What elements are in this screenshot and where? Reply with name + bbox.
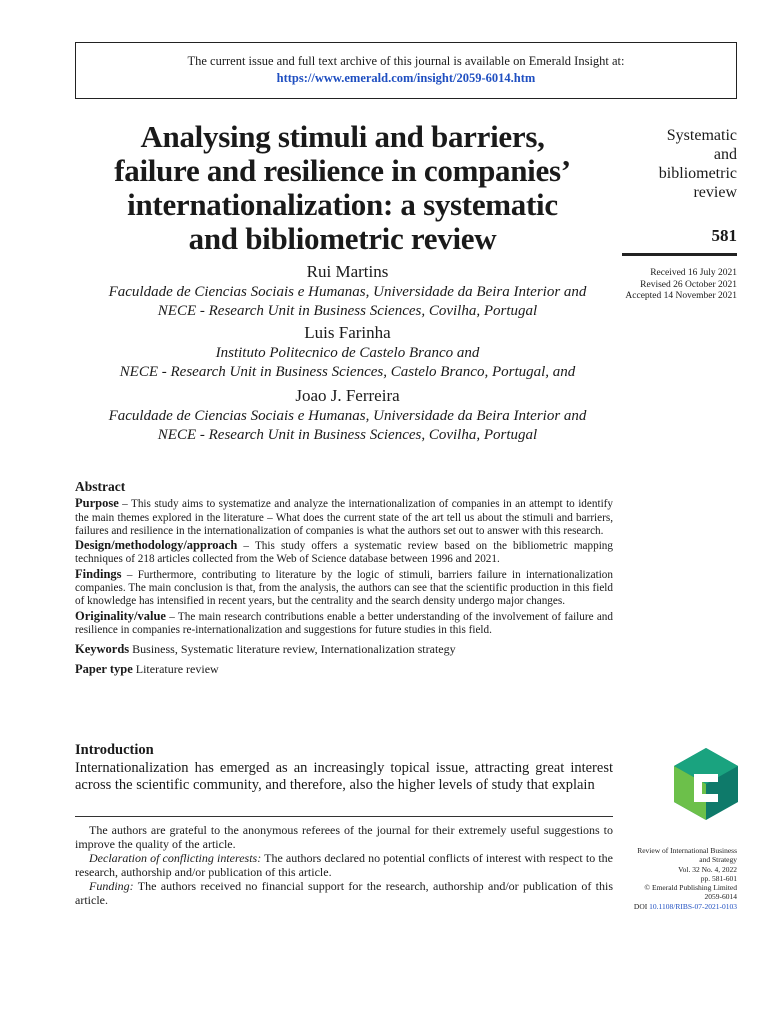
volume-info: Vol. 32 No. 4, 2022: [678, 864, 737, 874]
abstract-findings: [75, 568, 613, 609]
abstract-design: [75, 539, 613, 567]
design-text: – This study offers a systematic review based on the bibliometric mapping techniques of 218 articles collected from the Web of Science database between 1996 and 2021.: [75, 540, 613, 566]
banner-text: The current issue and full text archive of this journal is available on Emerald Insight at:: [187, 54, 625, 68]
doi-label: DOI: [633, 901, 648, 911]
title-line: internationalization: a systematic: [127, 187, 558, 222]
journal-link[interactable]: https://www.emerald.com/insight/2059-6014.htm: [276, 71, 536, 85]
revised-date: Revised 26 October 2021: [640, 279, 737, 290]
doi-link[interactable]: 10.1108/RIBS-07-2021-0103: [649, 901, 737, 911]
affiliation-line: Faculdade de Ciencias Sociais e Humanas, Universidade da Beira Interior and: [108, 284, 587, 300]
introduction-text: Internationalization has emerged as an increasingly topical issue, attracting great interest across the scientific community, and therefore, also the higher levels of study that explain: [75, 759, 613, 793]
author-affiliation: [75, 344, 620, 382]
funding: [75, 879, 613, 907]
paper-type-label: Paper type: [75, 661, 133, 676]
title-line: Analysing stimuli and barriers,: [140, 119, 545, 154]
keywords-label: Keywords: [75, 642, 130, 657]
keywords-text: Business, Systematic literature review, Internationalization strategy: [129, 642, 456, 657]
section-label-line: Systematic: [666, 127, 737, 144]
section-label-line: bibliometric: [658, 165, 737, 182]
affiliation-line: NECE - Research Unit in Business Sciences, Castelo Branco, Portugal, and: [119, 364, 576, 380]
abstract-purpose: [75, 497, 613, 538]
declaration-label: Declaration of conflicting interests:: [89, 851, 262, 865]
design-label: Design/methodology/approach: [75, 538, 238, 553]
article-title: [70, 120, 615, 256]
footnote-divider: [75, 816, 613, 817]
affiliation-line: NECE - Research Unit in Business Sciences, Covilha, Portugal: [157, 427, 538, 443]
availability-banner: [75, 42, 737, 99]
history-dates: [600, 268, 737, 303]
emerald-logo-icon: [674, 748, 738, 820]
abstract-originality: [75, 610, 613, 638]
accepted-date: Accepted 14 November 2021: [625, 291, 737, 301]
journal-name-line2: and Strategy: [699, 855, 737, 865]
received-date: Received 16 July 2021: [650, 268, 737, 278]
introduction-heading: Introduction: [75, 742, 154, 758]
issn: 2059-6014: [704, 892, 737, 902]
journal-name: Review of International Business: [637, 846, 737, 855]
originality-label: Originality/value: [75, 608, 166, 623]
findings-text: – Furthermore, contributing to literature by the logic of stimuli, barriers failure in internationalization companies. The main conclusion is that, from the analysis, the authors can see that the scientific production in this field of knowledge has intensified in recent years, but the centrality and the search density undergo major changes.: [75, 568, 613, 608]
page-range: pp. 581-601: [700, 873, 737, 883]
declaration-text: The authors declared no potential conflicts of interest with respect to the research, authorship and/or publication of this article.: [75, 851, 613, 879]
findings-label: Findings: [75, 566, 122, 581]
author-name: Rui Martins: [306, 262, 389, 281]
paper-type-text: Literature review: [132, 661, 219, 676]
section-label: [622, 126, 737, 202]
abstract: [75, 480, 613, 677]
title-line: and bibliometric review: [188, 221, 497, 256]
affiliation-line: Faculdade de Ciencias Sociais e Humanas, Universidade da Beira Interior and: [108, 408, 587, 424]
title-line: failure and resilience in companies’: [114, 153, 571, 188]
sidebar-divider: [622, 253, 737, 256]
declaration: [75, 851, 613, 879]
journal-info: [600, 846, 737, 911]
publisher: © Emerald Publishing Limited: [644, 883, 737, 893]
introduction: [75, 742, 613, 795]
funding-text: The authors received no financial support for the research, authorship and/or publication of this article.: [75, 879, 613, 907]
keywords: [75, 643, 613, 656]
affiliation-line: Instituto Politecnico de Castelo Branco and: [215, 345, 480, 361]
purpose-label: Purpose: [75, 496, 119, 511]
affiliation-line: NECE - Research Unit in Business Sciences, Covilha, Portugal: [157, 303, 538, 319]
funding-label: Funding:: [89, 879, 134, 893]
doi-line: [600, 902, 737, 911]
author-affiliation: [75, 407, 620, 445]
page-number: 581: [711, 226, 737, 245]
acknowledgement: The authors are grateful to the anonymous referees of the journal for their extremely useful suggestions to improve the quality of the article.: [75, 823, 613, 851]
author-name: Joao J. Ferreira: [295, 386, 400, 405]
section-label-line: and: [713, 146, 737, 163]
purpose-text: – This study aims to systematize and analyze the internationalization of companies in an attempt to identify the main themes explored in the literature – What does the current state of the art tell us about the stimuli and barriers, failures and resilience in the internationalization of companies is what the authors set out to answer with this research.: [75, 498, 613, 537]
author-name: Luis Farinha: [304, 323, 391, 342]
paper-type: [75, 663, 613, 676]
author-affiliation: [75, 283, 620, 321]
section-label-line: review: [693, 184, 737, 201]
originality-text: – The main research contributions enable a better understanding of the involvement of failure and resilience in companies re-internationalization and suggestions for future studies in this field.: [75, 610, 613, 636]
abstract-heading: Abstract: [75, 479, 126, 494]
footnotes: [75, 823, 613, 907]
